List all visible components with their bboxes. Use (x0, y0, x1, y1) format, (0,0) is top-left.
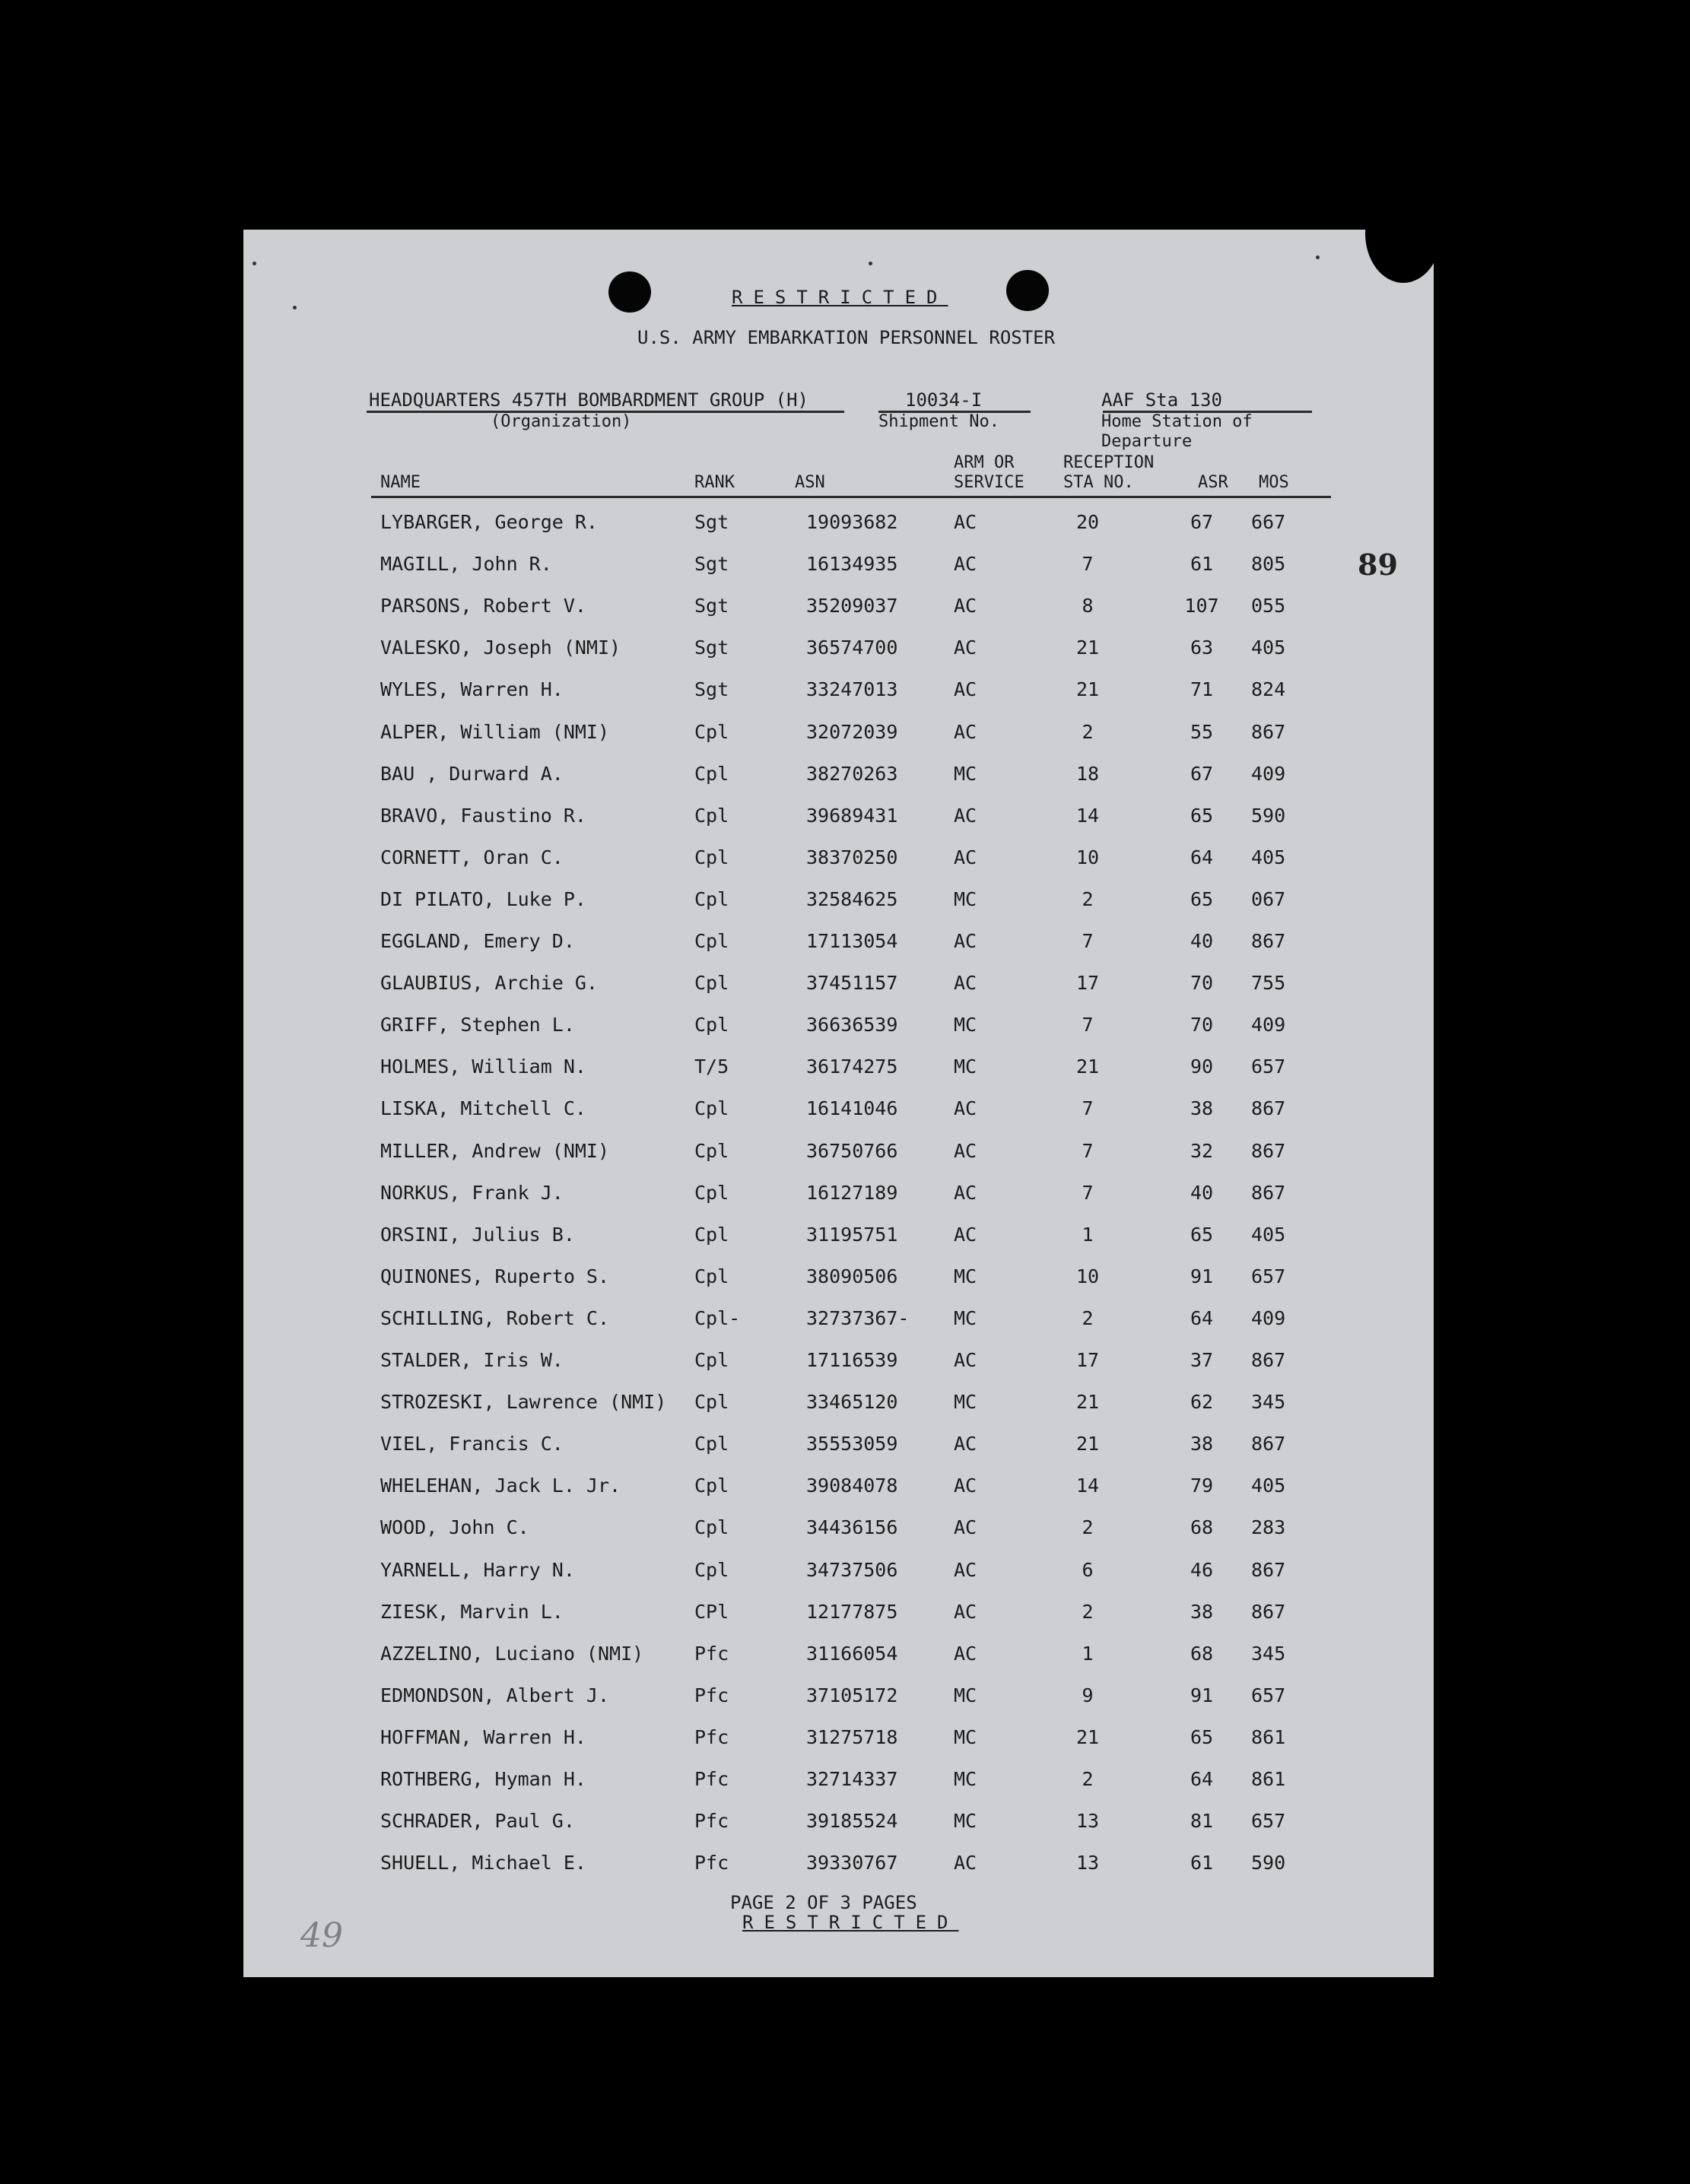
col-arm-header-line2: SERVICE (954, 473, 1024, 492)
reception-station-cell: 17 (1075, 972, 1100, 995)
arm-service-cell: AC (954, 1097, 977, 1120)
arm-service-cell: AC (954, 1558, 977, 1581)
name-cell: HOLMES, William N. (380, 1055, 586, 1078)
rank-cell: Cpl (694, 1265, 729, 1287)
table-row (243, 1810, 1434, 1840)
pencil-mark: 49 (300, 1916, 343, 1955)
name-cell: STALDER, Iris W. (380, 1349, 564, 1371)
speck (253, 262, 256, 265)
rank-cell: Cpl (694, 1475, 729, 1497)
table-row (243, 1643, 1434, 1673)
reception-station-cell: 7 (1082, 930, 1094, 952)
home-station-label-line2: Departure (1101, 432, 1193, 451)
table-row (243, 1684, 1434, 1715)
asr-cell: 64 (1190, 1306, 1214, 1329)
asn-cell: 36174275 (806, 1055, 898, 1078)
mos-cell: 409 (1251, 762, 1286, 785)
arm-service-cell: AC (954, 1475, 977, 1497)
table-row (243, 1014, 1434, 1044)
name-cell: SCHRADER, Paul G. (380, 1810, 575, 1833)
table-row (243, 1055, 1434, 1086)
mos-cell: 861 (1251, 1768, 1286, 1790)
asn-cell: 36574700 (806, 636, 898, 659)
roster-title: U.S. ARMY EMBARKATION PERSONNEL ROSTER (637, 327, 1056, 348)
asr-cell: 38 (1190, 1600, 1214, 1623)
rank-cell: Cpl (694, 762, 729, 785)
reception-station-cell: 21 (1075, 678, 1100, 701)
reception-station-cell: 14 (1075, 1475, 1100, 1497)
asn-cell: 32714337 (806, 1768, 898, 1790)
rank-cell: Pfc (694, 1684, 729, 1706)
mos-cell: 867 (1251, 1600, 1286, 1623)
reception-station-cell: 2 (1082, 720, 1094, 743)
name-cell: EDMONDSON, Albert J. (380, 1684, 610, 1706)
column-header-rule (371, 496, 1331, 498)
arm-service-cell: AC (954, 930, 977, 952)
asn-cell: 36750766 (806, 1139, 898, 1162)
asn-cell: 19093682 (806, 511, 898, 533)
asn-cell: 35209037 (806, 595, 898, 617)
mos-cell: 345 (1251, 1391, 1286, 1414)
asn-cell: 39185524 (806, 1810, 898, 1833)
reception-station-cell: 9 (1082, 1684, 1094, 1706)
mos-cell: 867 (1251, 930, 1286, 952)
mos-cell: 657 (1251, 1684, 1286, 1706)
mos-cell: 867 (1251, 1433, 1286, 1455)
name-cell: DI PILATO, Luke P. (380, 887, 586, 910)
arm-service-cell: AC (954, 1600, 977, 1623)
organization-name: HEADQUARTERS 457TH BOMBARDMENT GROUP (H) (369, 389, 808, 411)
arm-service-cell: AC (954, 1223, 977, 1246)
arm-service-cell: AC (954, 1433, 977, 1455)
mos-cell: 867 (1251, 1139, 1286, 1162)
mos-cell: 805 (1251, 553, 1286, 576)
table-row (243, 846, 1434, 877)
table-row (243, 805, 1434, 835)
mos-cell: 067 (1251, 887, 1286, 910)
rank-cell: Cpl (694, 1097, 729, 1120)
rank-cell: Cpl (694, 1181, 729, 1204)
shipment-label: Shipment No. (878, 412, 999, 431)
rank-cell: Cpl (694, 1391, 729, 1414)
asn-cell: 38370250 (806, 846, 898, 868)
asr-cell: 79 (1190, 1475, 1214, 1497)
arm-service-cell: MC (954, 1684, 977, 1706)
table-row (243, 1475, 1434, 1505)
arm-service-cell: MC (954, 1014, 977, 1036)
table-row (243, 511, 1434, 541)
asr-cell: 81 (1190, 1810, 1214, 1833)
mos-cell: 405 (1251, 846, 1286, 868)
reception-station-cell: 8 (1082, 595, 1094, 617)
reception-station-cell: 1 (1082, 1642, 1094, 1665)
name-cell: EGGLAND, Emery D. (380, 930, 575, 952)
asr-cell: 90 (1190, 1055, 1214, 1078)
mos-cell: 345 (1251, 1642, 1286, 1665)
asr-cell: 61 (1190, 1852, 1214, 1874)
mos-cell: 405 (1251, 1223, 1286, 1246)
col-asn-header: ASN (795, 473, 825, 492)
arm-service-cell: AC (954, 1642, 977, 1665)
mos-cell: 409 (1251, 1014, 1286, 1036)
asr-cell: 67 (1190, 762, 1214, 785)
asr-cell: 65 (1190, 1725, 1214, 1748)
asn-cell: 37451157 (806, 972, 898, 995)
table-row (243, 1852, 1434, 1882)
name-cell: LYBARGER, George R. (380, 511, 598, 533)
arm-service-cell: AC (954, 678, 977, 701)
asr-cell: 64 (1190, 846, 1214, 868)
mos-cell: 824 (1251, 678, 1286, 701)
name-cell: WYLES, Warren H. (380, 678, 564, 701)
punch-hole-left (608, 271, 651, 313)
reception-station-cell: 2 (1082, 1306, 1094, 1329)
reception-station-cell: 7 (1082, 553, 1094, 576)
table-row (243, 1433, 1434, 1463)
col-asr-header: ASR (1198, 473, 1228, 492)
arm-service-cell: MC (954, 1725, 977, 1748)
reception-station-cell: 10 (1075, 1265, 1100, 1287)
mos-cell: 861 (1251, 1725, 1286, 1748)
mos-cell: 590 (1251, 804, 1286, 827)
rank-cell: Cpl (694, 1349, 729, 1371)
asn-cell: 37105172 (806, 1684, 898, 1706)
mos-cell: 405 (1251, 1475, 1286, 1497)
asr-cell: 38 (1190, 1097, 1214, 1120)
rank-cell: Pfc (694, 1768, 729, 1790)
table-row (243, 930, 1434, 960)
page-count: PAGE 2 OF 3 PAGES (730, 1892, 917, 1913)
rank-cell: Cpl (694, 846, 729, 868)
table-row (243, 1224, 1434, 1254)
name-cell: NORKUS, Frank J. (380, 1181, 564, 1204)
table-row (243, 1265, 1434, 1296)
name-cell: LISKA, Mitchell C. (380, 1097, 586, 1120)
table-row (243, 1601, 1434, 1631)
asr-cell: 37 (1190, 1349, 1214, 1371)
rank-cell: Sgt (694, 678, 729, 701)
rank-cell: Sgt (694, 636, 729, 659)
mos-cell: 657 (1251, 1265, 1286, 1287)
asn-cell: 34737506 (806, 1558, 898, 1581)
arm-service-cell: AC (954, 511, 977, 533)
asr-cell: 65 (1190, 887, 1214, 910)
arm-service-cell: AC (954, 1139, 977, 1162)
rank-cell: Sgt (694, 553, 729, 576)
asn-cell: 36636539 (806, 1014, 898, 1036)
rank-cell: T/5 (694, 1055, 729, 1078)
mos-cell: 405 (1251, 636, 1286, 659)
rank-cell: Cpl (694, 930, 729, 952)
table-row (243, 1516, 1434, 1547)
arm-service-cell: MC (954, 1265, 977, 1287)
asr-cell: 38 (1190, 1433, 1214, 1455)
asr-cell: 91 (1190, 1684, 1214, 1706)
table-row (243, 1140, 1434, 1170)
rank-cell: Sgt (694, 511, 729, 533)
mos-cell: 657 (1251, 1055, 1286, 1078)
reception-station-cell: 7 (1082, 1097, 1094, 1120)
asn-cell: 12177875 (806, 1600, 898, 1623)
name-cell: GLAUBIUS, Archie G. (380, 972, 598, 995)
page-number-stamp: 89 (1358, 548, 1398, 582)
name-cell: SCHILLING, Robert C. (380, 1306, 610, 1329)
name-cell: BRAVO, Faustino R. (380, 804, 586, 827)
asr-cell: 64 (1190, 1768, 1214, 1790)
rank-cell: Pfc (694, 1810, 729, 1833)
shipment-number: 10034-I (905, 389, 983, 411)
reception-station-cell: 2 (1082, 1600, 1094, 1623)
asn-cell: 16134935 (806, 553, 898, 576)
rank-cell: Cpl- (694, 1306, 741, 1329)
name-cell: VIEL, Francis C. (380, 1433, 564, 1455)
arm-service-cell: MC (954, 762, 977, 785)
arm-service-cell: MC (954, 1055, 977, 1078)
table-row (243, 1182, 1434, 1212)
asn-cell: 32072039 (806, 720, 898, 743)
table-row (243, 1307, 1434, 1338)
name-cell: PARSONS, Robert V. (380, 595, 586, 617)
asr-cell: 32 (1190, 1139, 1214, 1162)
reception-station-cell: 18 (1075, 762, 1100, 785)
table-row (243, 1726, 1434, 1757)
table-row (243, 678, 1434, 709)
asn-cell: 31275718 (806, 1725, 898, 1748)
rank-cell: Cpl (694, 1014, 729, 1036)
asn-cell: 16141046 (806, 1097, 898, 1120)
rank-cell: Cpl (694, 1139, 729, 1162)
name-cell: ALPER, William (NMI) (380, 720, 610, 743)
rank-cell: CPl (694, 1600, 729, 1623)
reception-station-cell: 1 (1082, 1223, 1094, 1246)
speck (869, 262, 872, 265)
asn-cell: 31166054 (806, 1642, 898, 1665)
table-row (243, 1097, 1434, 1128)
name-cell: SHUELL, Michael E. (380, 1852, 586, 1874)
asn-cell: 35553059 (806, 1433, 898, 1455)
asn-cell: 32737367- (806, 1306, 910, 1329)
name-cell: GRIFF, Stephen L. (380, 1014, 575, 1036)
asr-cell: 107 (1184, 595, 1219, 617)
rank-cell: Cpl (694, 804, 729, 827)
name-cell: CORNETT, Oran C. (380, 846, 564, 868)
torn-corner (1365, 184, 1441, 283)
reception-station-cell: 13 (1075, 1852, 1100, 1874)
mos-cell: 657 (1251, 1810, 1286, 1833)
col-arm-header-line1: ARM OR (954, 453, 1015, 472)
reception-station-cell: 20 (1075, 511, 1100, 533)
name-cell: WHELEHAN, Jack L. Jr. (380, 1475, 621, 1497)
name-cell: QUINONES, Ruperto S. (380, 1265, 610, 1287)
asn-cell: 39084078 (806, 1475, 898, 1497)
arm-service-cell: AC (954, 972, 977, 995)
mos-cell: 755 (1251, 972, 1286, 995)
col-mos-header: MOS (1259, 473, 1289, 492)
reception-station-cell: 2 (1082, 887, 1094, 910)
arm-service-cell: AC (954, 846, 977, 868)
arm-service-cell: MC (954, 887, 977, 910)
asn-cell: 38090506 (806, 1265, 898, 1287)
arm-service-cell: MC (954, 1810, 977, 1833)
reception-station-cell: 21 (1075, 1391, 1100, 1414)
mos-cell: 867 (1251, 720, 1286, 743)
name-cell: ZIESK, Marvin L. (380, 1600, 564, 1623)
mos-cell: 055 (1251, 595, 1286, 617)
table-row (243, 636, 1434, 667)
arm-service-cell: AC (954, 636, 977, 659)
reception-station-cell: 7 (1082, 1181, 1094, 1204)
asn-cell: 38270263 (806, 762, 898, 785)
arm-service-cell: AC (954, 595, 977, 617)
mos-cell: 409 (1251, 1306, 1286, 1329)
name-cell: HOFFMAN, Warren H. (380, 1725, 586, 1748)
reception-station-cell: 21 (1075, 1725, 1100, 1748)
table-row (243, 972, 1434, 1002)
name-cell: WOOD, John C. (380, 1516, 529, 1539)
reception-station-cell: 14 (1075, 804, 1100, 827)
mos-cell: 667 (1251, 511, 1286, 533)
arm-service-cell: AC (954, 553, 977, 576)
rank-cell: Cpl (694, 1433, 729, 1455)
rank-cell: Pfc (694, 1725, 729, 1748)
col-reception-header-line1: RECEPTION (1063, 453, 1155, 472)
asr-cell: 65 (1190, 1223, 1214, 1246)
arm-service-cell: MC (954, 1306, 977, 1329)
arm-service-cell: AC (954, 1516, 977, 1539)
asr-cell: 67 (1190, 511, 1214, 533)
asn-cell: 33465120 (806, 1391, 898, 1414)
table-row (243, 763, 1434, 793)
rank-cell: Cpl (694, 1558, 729, 1581)
table-row (243, 1559, 1434, 1589)
asr-cell: 61 (1190, 553, 1214, 576)
table-row (243, 721, 1434, 751)
asr-cell: 40 (1190, 1181, 1214, 1204)
table-row (243, 1768, 1434, 1798)
reception-station-cell: 7 (1082, 1014, 1094, 1036)
reception-station-cell: 10 (1075, 846, 1100, 868)
asr-cell: 55 (1190, 720, 1214, 743)
restricted-footer: RESTRICTED (742, 1912, 959, 1933)
reception-station-cell: 21 (1075, 1055, 1100, 1078)
name-cell: ROTHBERG, Hyman H. (380, 1768, 586, 1790)
table-row (243, 1349, 1434, 1379)
table-row (243, 553, 1434, 583)
name-cell: VALESKO, Joseph (NMI) (380, 636, 621, 659)
restricted-heading: RESTRICTED (732, 287, 948, 308)
col-rank-header: RANK (694, 473, 735, 492)
organization-label: (Organization) (491, 412, 632, 431)
asn-cell: 17116539 (806, 1349, 898, 1371)
rank-cell: Cpl (694, 972, 729, 995)
asr-cell: 65 (1190, 804, 1214, 827)
asn-cell: 39689431 (806, 804, 898, 827)
rank-cell: Cpl (694, 1516, 729, 1539)
table-row (243, 595, 1434, 625)
rank-cell: Cpl (694, 1223, 729, 1246)
col-reception-header-line2: STA NO. (1063, 473, 1134, 492)
home-station: AAF Sta 130 (1101, 389, 1222, 411)
mos-cell: 867 (1251, 1097, 1286, 1120)
asr-cell: 63 (1190, 636, 1214, 659)
name-cell: MAGILL, John R. (380, 553, 552, 576)
mos-cell: 590 (1251, 1852, 1286, 1874)
arm-service-cell: AC (954, 1349, 977, 1371)
asr-cell: 71 (1190, 678, 1214, 701)
name-cell: ORSINI, Julius B. (380, 1223, 575, 1246)
arm-service-cell: AC (954, 720, 977, 743)
table-row (243, 1391, 1434, 1421)
name-cell: BAU , Durward A. (380, 762, 564, 785)
punch-hole-right (1006, 270, 1049, 311)
reception-station-cell: 2 (1082, 1768, 1094, 1790)
asn-cell: 34436156 (806, 1516, 898, 1539)
speck (293, 306, 297, 310)
mos-cell: 867 (1251, 1181, 1286, 1204)
reception-station-cell: 13 (1075, 1810, 1100, 1833)
roster-page (243, 230, 1434, 1977)
rank-cell: Sgt (694, 595, 729, 617)
arm-service-cell: AC (954, 804, 977, 827)
asr-cell: 68 (1190, 1642, 1214, 1665)
reception-station-cell: 7 (1082, 1139, 1094, 1162)
mos-cell: 867 (1251, 1558, 1286, 1581)
name-cell: AZZELINO, Luciano (NMI) (380, 1642, 644, 1665)
asr-cell: 40 (1190, 930, 1214, 952)
asr-cell: 70 (1190, 1014, 1214, 1036)
arm-service-cell: MC (954, 1391, 977, 1414)
rank-cell: Pfc (694, 1642, 729, 1665)
reception-station-cell: 21 (1075, 636, 1100, 659)
asr-cell: 62 (1190, 1391, 1214, 1414)
asr-cell: 46 (1190, 1558, 1214, 1581)
rank-cell: Cpl (694, 720, 729, 743)
arm-service-cell: MC (954, 1768, 977, 1790)
asr-cell: 91 (1190, 1265, 1214, 1287)
rank-cell: Cpl (694, 887, 729, 910)
asn-cell: 31195751 (806, 1223, 898, 1246)
name-cell: STROZESKI, Lawrence (NMI) (380, 1391, 667, 1414)
mos-cell: 867 (1251, 1349, 1286, 1371)
speck (1316, 256, 1320, 259)
name-cell: YARNELL, Harry N. (380, 1558, 575, 1581)
reception-station-cell: 17 (1075, 1349, 1100, 1371)
arm-service-cell: AC (954, 1852, 977, 1874)
home-station-label-line1: Home Station of (1101, 412, 1253, 431)
col-name-header: NAME (380, 473, 421, 492)
name-cell: MILLER, Andrew (NMI) (380, 1139, 610, 1162)
asn-cell: 17113054 (806, 930, 898, 952)
asr-cell: 68 (1190, 1516, 1214, 1539)
reception-station-cell: 21 (1075, 1433, 1100, 1455)
asr-cell: 70 (1190, 972, 1214, 995)
rank-cell: Pfc (694, 1852, 729, 1874)
asn-cell: 39330767 (806, 1852, 898, 1874)
table-row (243, 888, 1434, 919)
reception-station-cell: 2 (1082, 1516, 1094, 1539)
arm-service-cell: AC (954, 1181, 977, 1204)
reception-station-cell: 6 (1082, 1558, 1094, 1581)
asn-cell: 16127189 (806, 1181, 898, 1204)
asn-cell: 33247013 (806, 678, 898, 701)
asn-cell: 32584625 (806, 887, 898, 910)
mos-cell: 283 (1251, 1516, 1286, 1539)
